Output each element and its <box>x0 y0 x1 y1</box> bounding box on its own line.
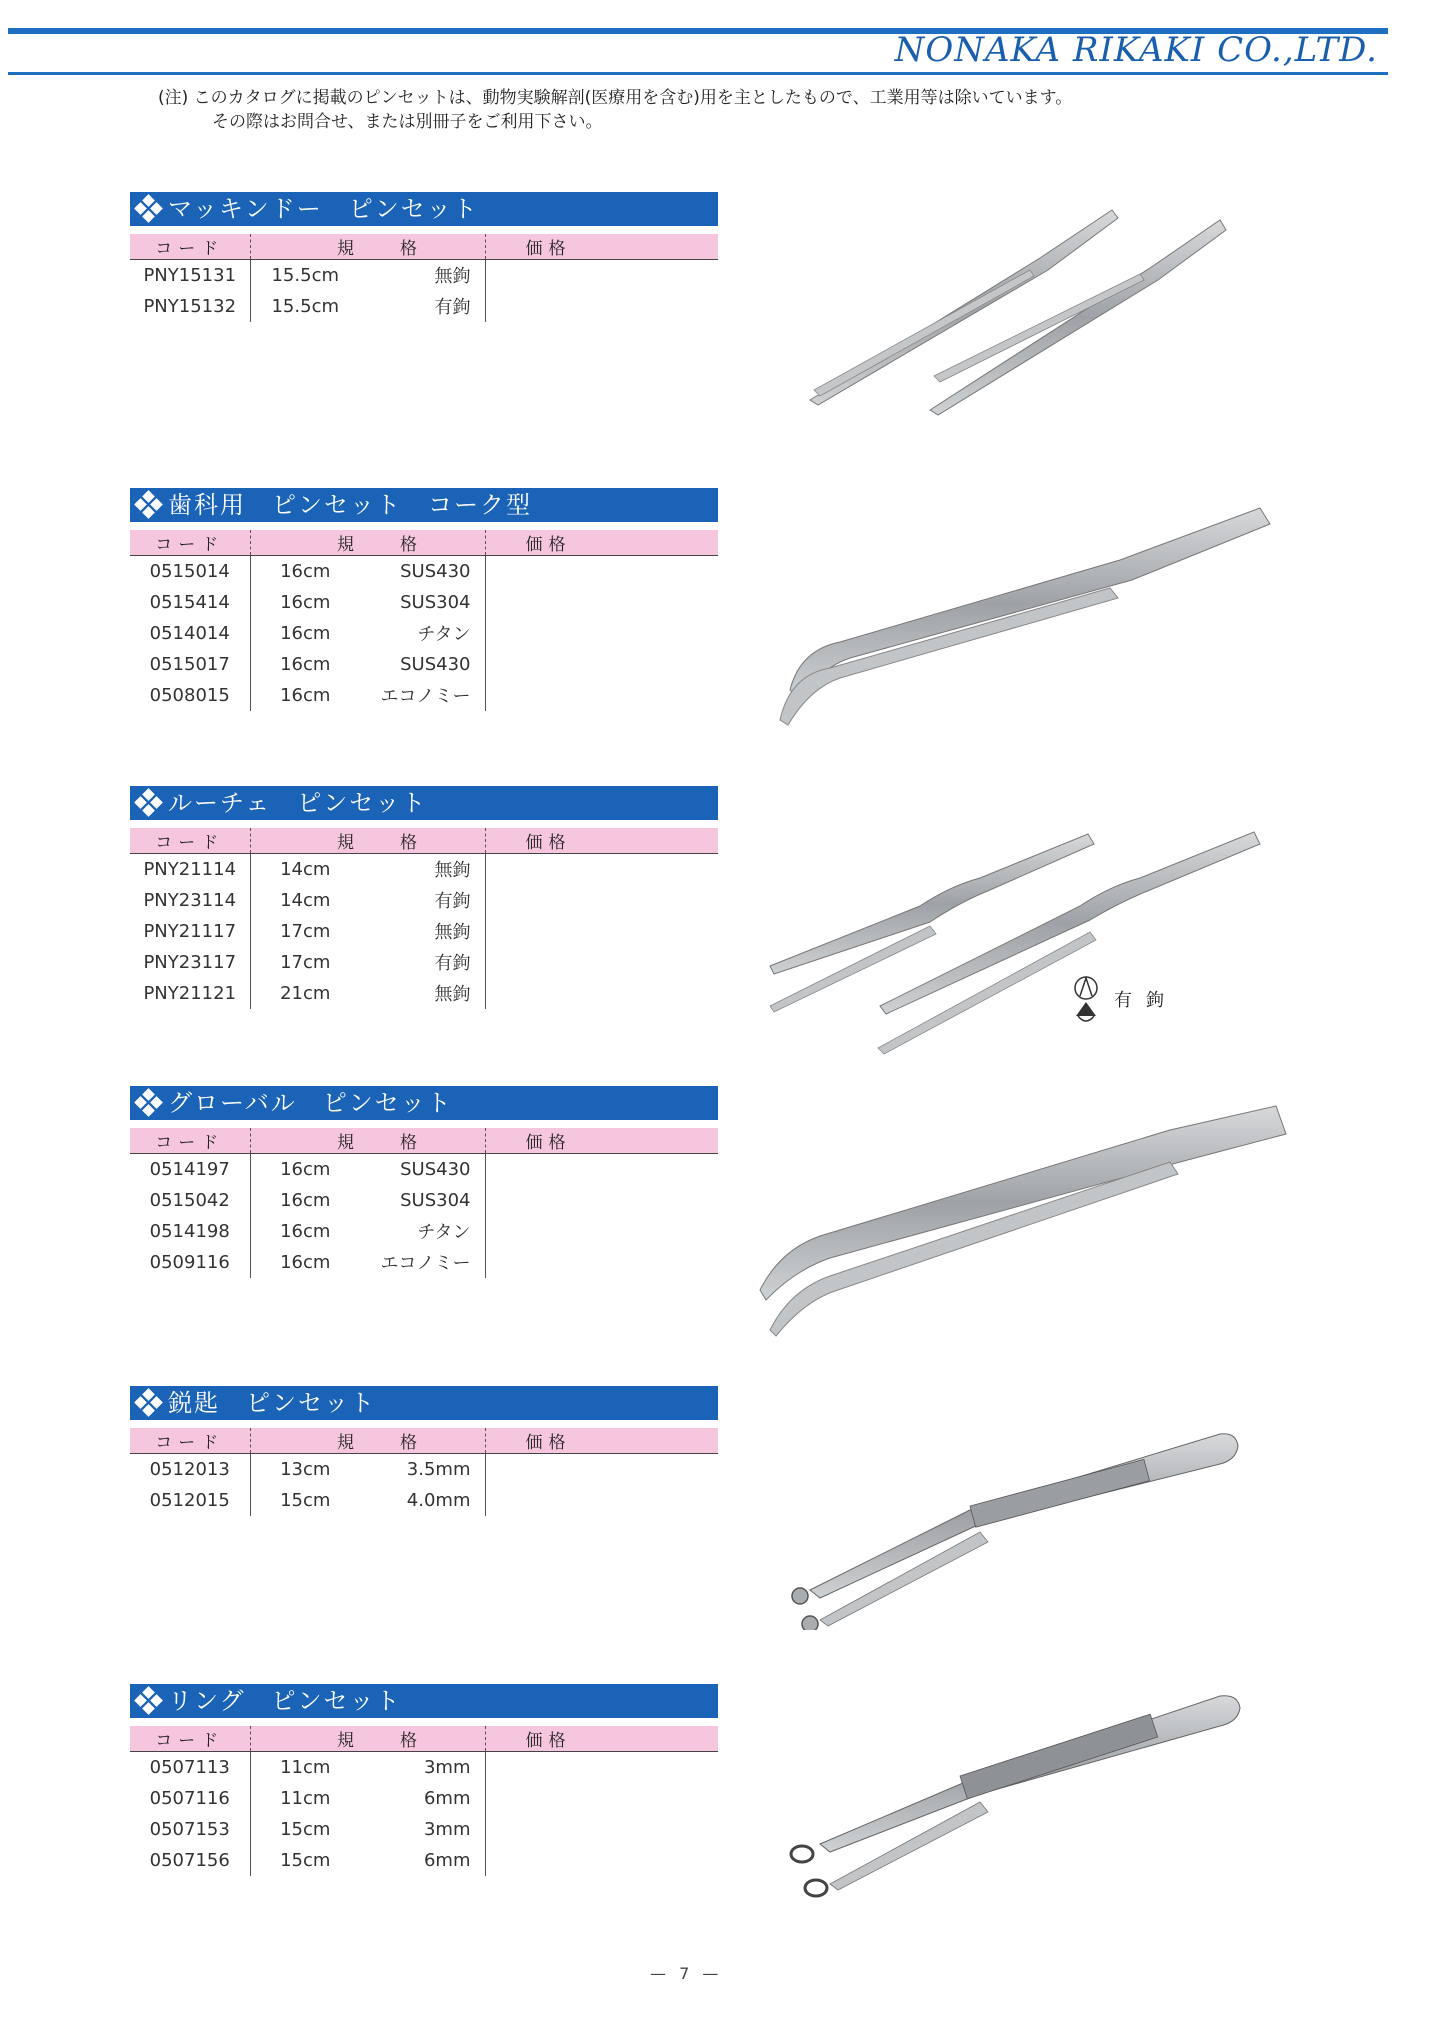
cell-price <box>485 1216 718 1247</box>
diamond-bullet-icon <box>134 1089 164 1117</box>
section-title <box>130 192 718 226</box>
header-spec: 規 <box>250 1428 360 1454</box>
header-spec-2: 格 <box>360 1726 485 1752</box>
cell-size: 16cm <box>280 560 331 582</box>
diamond-bullet-icon <box>134 789 164 817</box>
cell-price <box>485 291 718 322</box>
cell-code: PNY15132 <box>130 291 250 322</box>
section-title <box>130 488 718 522</box>
company-name: NONAKA RIKAKI CO.,LTD. <box>894 30 1378 70</box>
hook-legend-label: 有鉤 <box>1114 990 1178 1011</box>
section-title <box>130 1386 718 1420</box>
cell-size: 16cm <box>280 1220 331 1242</box>
cell-code: PNY21114 <box>130 854 250 885</box>
cell-type: SUS304 <box>400 1189 471 1211</box>
section-title <box>130 786 718 820</box>
cell-type: 3mm <box>423 1756 471 1778</box>
section-title-text: グローバル ピンセット <box>168 1089 453 1117</box>
cell-price <box>485 1247 718 1278</box>
spec-table <box>130 1128 718 1278</box>
cell-price <box>485 1454 718 1485</box>
section-title <box>130 1684 718 1718</box>
cell-type: エコノミー <box>380 686 471 707</box>
cell-code: PNY23117 <box>130 947 250 978</box>
cell-code: 0515017 <box>130 649 250 680</box>
section-title <box>130 1086 718 1120</box>
cell-size: 17cm <box>280 920 331 942</box>
cell-price <box>485 649 718 680</box>
table-header-row <box>130 1726 718 1752</box>
table-header-row <box>130 828 718 854</box>
cell-price <box>485 1752 718 1783</box>
table-row <box>130 1845 718 1876</box>
page-number: — 7 — <box>650 1964 723 1983</box>
header-spec-2: 格 <box>360 1428 485 1454</box>
cell-type: SUS430 <box>400 1158 471 1180</box>
cell-size: 11cm <box>280 1756 331 1778</box>
header-code: コード <box>130 530 250 556</box>
cell-price <box>485 1814 718 1845</box>
cell-code: 0512013 <box>130 1454 250 1485</box>
cell-code: PNY21121 <box>130 978 250 1009</box>
cell-price <box>485 556 718 587</box>
table-row <box>130 1185 718 1216</box>
cell-type: 無鉤 <box>434 860 471 882</box>
cell-code: 0514198 <box>130 1216 250 1247</box>
header-price: 価格 <box>485 234 718 260</box>
cell-code: 0508015 <box>130 680 250 711</box>
cell-type: チタン <box>417 624 471 645</box>
diamond-bullet-icon <box>134 1687 164 1715</box>
cell-code: 0507153 <box>130 1814 250 1845</box>
note-line-2: その際はお問合せ、または別冊子をご利用下さい。 <box>212 112 603 132</box>
table-row <box>130 1154 718 1185</box>
header-code: コード <box>130 828 250 854</box>
spec-table <box>130 1726 718 1876</box>
cell-size: 21cm <box>280 982 331 1004</box>
table-row <box>130 978 718 1009</box>
cell-type: 無鉤 <box>434 922 471 943</box>
curette-forceps-illustration <box>780 1420 1260 1630</box>
cell-price <box>485 587 718 618</box>
table-row <box>130 1247 718 1278</box>
forceps-2 <box>930 220 1226 415</box>
cell-price <box>485 1485 718 1516</box>
section-luce <box>130 786 718 1009</box>
global-forceps-illustration <box>750 1100 1290 1340</box>
serration-grip <box>970 1459 1150 1527</box>
section-title-text: ルーチェ ピンセット <box>168 789 428 817</box>
cell-price <box>485 680 718 711</box>
header-code: コード <box>130 234 250 260</box>
cell-price <box>485 978 718 1009</box>
catalog-note <box>158 86 1072 134</box>
cell-code: 0507113 <box>130 1752 250 1783</box>
table-row <box>130 1783 718 1814</box>
section-title-text: 鋭匙 ピンセット <box>168 1389 376 1417</box>
diamond-bullet-icon <box>134 1389 164 1417</box>
mckindoe-forceps-illustration <box>790 200 1250 420</box>
cell-code: 0515014 <box>130 556 250 587</box>
cell-size: 15.5cm <box>271 295 339 317</box>
cell-size: 16cm <box>280 1251 331 1273</box>
header-price: 価格 <box>485 1128 718 1154</box>
cell-type: 無鉤 <box>434 984 471 1005</box>
table-header-row <box>130 530 718 556</box>
serration-grip <box>960 1714 1158 1799</box>
cell-size: 16cm <box>280 622 331 644</box>
cell-size: 15.5cm <box>271 264 339 286</box>
cell-code: 0515042 <box>130 1185 250 1216</box>
header-code: コード <box>130 1726 250 1752</box>
cell-code: 0507116 <box>130 1783 250 1814</box>
header-spec: 規 <box>250 1128 360 1154</box>
cell-size: 14cm <box>280 858 331 880</box>
cell-price <box>485 1783 718 1814</box>
spec-table <box>130 530 718 711</box>
header-spec: 規 <box>250 234 360 260</box>
diamond-bullet-icon <box>134 491 164 519</box>
header-rule <box>8 72 1388 75</box>
section-dental-college <box>130 488 718 711</box>
section-ring <box>130 1684 718 1876</box>
cell-type: 6mm <box>423 1787 471 1809</box>
header-price: 価格 <box>485 530 718 556</box>
cell-code: 0507156 <box>130 1845 250 1876</box>
table-row <box>130 260 718 291</box>
table-header-row <box>130 234 718 260</box>
table-row <box>130 947 718 978</box>
spec-table <box>130 1428 718 1516</box>
table-header-row <box>130 1428 718 1454</box>
table-row <box>130 1454 718 1485</box>
header-spec: 規 <box>250 1726 360 1752</box>
cell-size: 15cm <box>280 1849 331 1871</box>
cell-code: 0514014 <box>130 618 250 649</box>
cell-type: 有鉤 <box>434 297 471 318</box>
ring-forceps-illustration <box>780 1684 1260 1904</box>
section-title-text: 歯科用 ピンセット コーク型 <box>168 491 532 519</box>
cell-code: 0515414 <box>130 587 250 618</box>
cell-size: 15cm <box>280 1489 331 1511</box>
header-spec: 規 <box>250 828 360 854</box>
header-spec-2: 格 <box>360 530 485 556</box>
cell-size: 15cm <box>280 1818 331 1840</box>
cell-size: 11cm <box>280 1787 331 1809</box>
cell-price <box>485 1154 718 1185</box>
cell-code: PNY23114 <box>130 885 250 916</box>
cell-code: 0514197 <box>130 1154 250 1185</box>
header-code: コード <box>130 1428 250 1454</box>
cell-type: SUS430 <box>400 653 471 675</box>
cell-price <box>485 947 718 978</box>
cell-type: 6mm <box>423 1849 471 1871</box>
cell-size: 14cm <box>280 889 331 911</box>
cell-code: 0512015 <box>130 1485 250 1516</box>
section-title-text: マッキンドー ピンセット <box>168 195 479 223</box>
dental-forceps-illustration <box>760 500 1280 730</box>
cell-price <box>485 1845 718 1876</box>
cell-size: 13cm <box>280 1458 331 1480</box>
table-row <box>130 587 718 618</box>
cell-size: 16cm <box>280 1158 331 1180</box>
cell-size: 16cm <box>280 1189 331 1211</box>
cell-type: SUS430 <box>400 560 471 582</box>
table-row <box>130 556 718 587</box>
header-spec-2: 格 <box>360 828 485 854</box>
hook-legend <box>1068 972 1208 1032</box>
cell-size: 16cm <box>280 684 331 706</box>
cell-price <box>485 854 718 885</box>
table-header-row <box>130 1128 718 1154</box>
note-line-1: (注) このカタログに掲載のピンセットは、動物実験解剖(医療用を含む)用を主としたもので、工業用等は除いています。 <box>158 88 1073 108</box>
table-row <box>130 1485 718 1516</box>
cell-type: 4.0mm <box>406 1489 471 1511</box>
section-curette <box>130 1386 718 1516</box>
header-spec: 規 <box>250 530 360 556</box>
header-spec-2: 格 <box>360 234 485 260</box>
table-row <box>130 885 718 916</box>
header-code: コード <box>130 1128 250 1154</box>
cell-price <box>485 1185 718 1216</box>
cell-type: エコノミー <box>380 1253 471 1274</box>
cell-price <box>485 916 718 947</box>
hook-tip-icon <box>1068 972 1108 1032</box>
cell-code: PNY21117 <box>130 916 250 947</box>
table-row <box>130 649 718 680</box>
cell-type: 無鉤 <box>434 266 471 288</box>
cell-type: チタン <box>417 1222 471 1243</box>
cell-type: SUS304 <box>400 591 471 613</box>
cell-price <box>485 885 718 916</box>
spec-table <box>130 234 718 322</box>
table-row <box>130 1752 718 1783</box>
cell-price <box>485 260 718 291</box>
cell-code: PNY15131 <box>130 260 250 291</box>
header-spec-2: 格 <box>360 1128 485 1154</box>
cell-size: 16cm <box>280 591 331 613</box>
header-price: 価格 <box>485 1428 718 1454</box>
cell-type: 3.5mm <box>406 1458 471 1480</box>
cell-price <box>485 618 718 649</box>
cell-size: 17cm <box>280 951 331 973</box>
cell-type: 3mm <box>423 1818 471 1840</box>
table-row <box>130 680 718 711</box>
table-row <box>130 1814 718 1845</box>
table-row <box>130 291 718 322</box>
table-row <box>130 916 718 947</box>
diamond-bullet-icon <box>134 195 164 223</box>
table-row <box>130 854 718 885</box>
header-price: 価格 <box>485 1726 718 1752</box>
cell-size: 16cm <box>280 653 331 675</box>
spec-table <box>130 828 718 1009</box>
cell-type: 有鉤 <box>434 891 471 912</box>
table-row <box>130 1216 718 1247</box>
table-row <box>130 618 718 649</box>
section-mckindoe <box>130 192 718 322</box>
section-title-text: リング ピンセット <box>168 1687 402 1715</box>
header-price: 価格 <box>485 828 718 854</box>
section-global <box>130 1086 718 1278</box>
cell-type: 有鉤 <box>434 953 471 974</box>
cell-code: 0509116 <box>130 1247 250 1278</box>
